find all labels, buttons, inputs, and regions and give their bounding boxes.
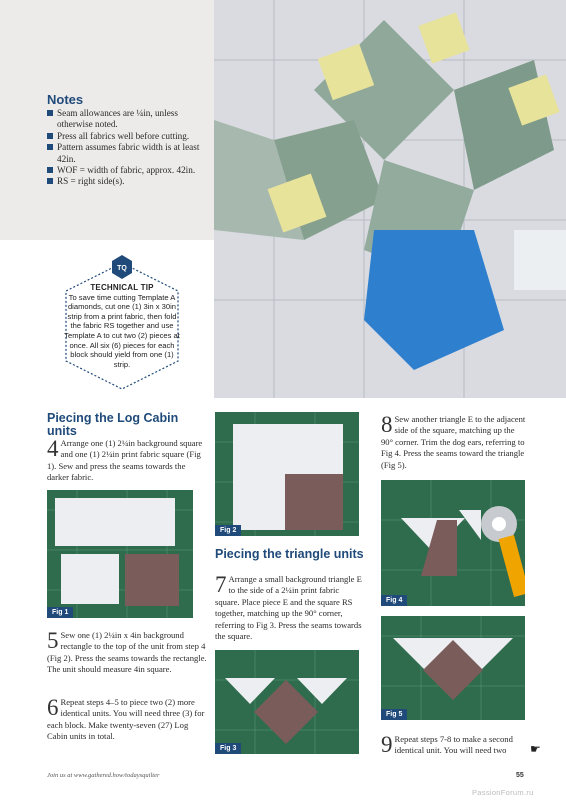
step-text: Sew another triangle E to the adjacent side of the square, matching up the 90° corner. Trim the dog ears, referring to Fig 4. Press the seams toward the triangle (Fig 5). bbox=[381, 414, 526, 470]
step-number: 4 bbox=[47, 436, 59, 461]
tip-title: TECHNICAL TIP bbox=[90, 283, 154, 292]
heading-triangle-units: Piecing the triangle units bbox=[215, 547, 364, 561]
notes-item: Press all fabrics well before cutting. bbox=[47, 131, 215, 142]
fig-3-photo bbox=[215, 650, 359, 754]
step-4 bbox=[47, 438, 207, 484]
tip-badge-text: TQ bbox=[117, 265, 127, 272]
step-number: 7 bbox=[215, 572, 227, 597]
step-text: Repeat steps 7-8 to make a second identical unit. You will need two bbox=[394, 734, 513, 756]
step-text: Repeat steps 4–5 to piece two (2) more identical units. You will need three (3) for each block. Make twenty-seven (27) Log Cabin units in total. bbox=[47, 697, 205, 742]
watermark: PassionForum.ru bbox=[472, 788, 534, 797]
step-6 bbox=[47, 697, 207, 743]
notes-item: RS = right side(s). bbox=[47, 176, 215, 187]
technical-tip-text bbox=[64, 283, 180, 369]
page-number: 55 bbox=[516, 772, 524, 779]
fig-3-label: Fig 3 bbox=[215, 743, 241, 754]
step-number: 6 bbox=[47, 695, 59, 720]
fig-4-label: Fig 4 bbox=[381, 595, 407, 606]
step-text: Arrange one (1) 2¼in background square and one (1) 2¼in print fabric square (Fig 1). Sew and press the seams towards the darker fabric. bbox=[47, 438, 203, 483]
fig-2-label: Fig 2 bbox=[215, 525, 241, 536]
tip-body: To save time cutting Template A diamonds, cut one (1) 3in x 30in strip from a print fabric, then fold the fabric RS together and use Template A to cut two (2) pieces at once. All six (6) pieces for each block should yield from one (1) strip. bbox=[64, 292, 180, 369]
fig-5-photo bbox=[381, 616, 525, 720]
notes-item: WOF = width of fabric, approx. 42in. bbox=[47, 165, 215, 176]
step-7 bbox=[215, 574, 365, 642]
step-number: 5 bbox=[47, 628, 59, 653]
step-9 bbox=[381, 734, 527, 757]
step-8 bbox=[381, 414, 527, 471]
step-number: 9 bbox=[381, 732, 393, 757]
step-5 bbox=[47, 630, 207, 676]
notes-item: Seam allowances are ¼in, unless otherwise noted. bbox=[47, 108, 215, 131]
quilt-photo bbox=[214, 0, 566, 398]
step-number: 8 bbox=[381, 412, 393, 437]
fig-4-photo bbox=[381, 480, 525, 606]
continue-pointer-icon: ☛ bbox=[530, 742, 541, 756]
notes-item: Pattern assumes fabric width is at least 42in. bbox=[47, 142, 215, 165]
fig-1-label: Fig 1 bbox=[47, 607, 73, 618]
fig-2-photo bbox=[215, 412, 359, 536]
step-text: Sew one (1) 2¼in x 4in background rectangle to the top of the unit from step 4 (Fig 2). Press the seams towards the rectangle. The unit should measure 4in square. bbox=[47, 630, 207, 675]
notes-list bbox=[47, 108, 215, 188]
fig-5-label: Fig 5 bbox=[381, 709, 407, 720]
heading-log-cabin: Piecing the Log Cabin units bbox=[47, 411, 179, 438]
notes-title: Notes bbox=[47, 92, 84, 107]
fig-1-photo bbox=[47, 490, 193, 618]
footer-url: Join us at www.gathered.how/todaysquilter bbox=[47, 772, 160, 779]
step-text: Arrange a small background triangle E to the side of a 2¼in print fabric square. Place piece E and the square RS together, matching up the 90° corner, referring to Fig 3. Press the seams towards the square. bbox=[215, 574, 362, 642]
